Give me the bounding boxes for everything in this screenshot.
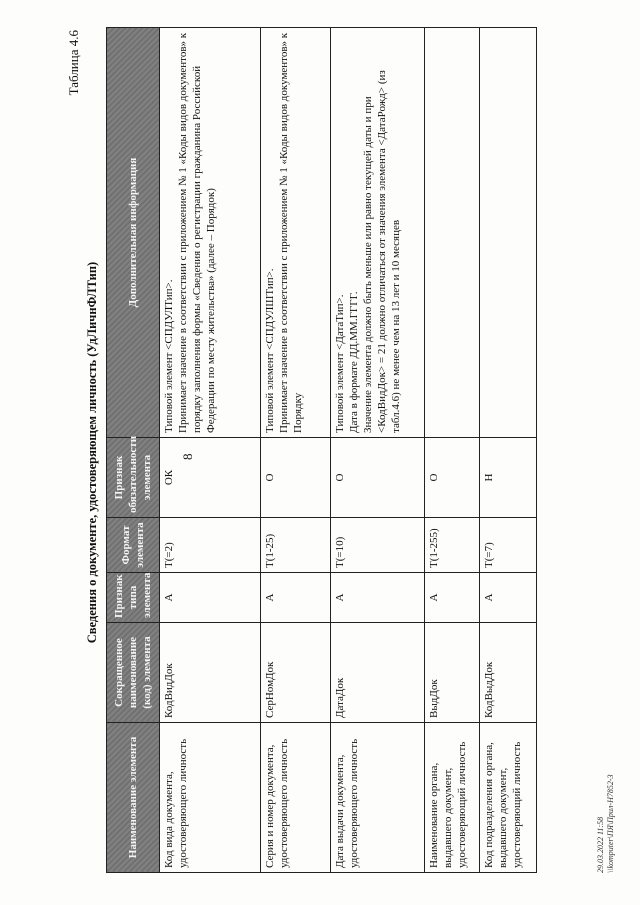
table-header-row: [107, 28, 160, 873]
cell-additional-info: Типовой элемент <СПДУЛШТип>. Принимает значение в соответствии с приложением № 1 «Коды видов документов» к Порядку: [261, 28, 331, 438]
table-title: Сведения о документе, удостоверяющем личность (УдЛичнФЛТип): [85, 261, 99, 644]
table-row: [480, 28, 537, 873]
cell-additional-info: Типовой элемент <ДатаТип>. Дата в формате ДД.ММ.ГГГГ. Значение элемента должно быть меньше или равно текущей даты и при <КодВидДок> = 21 должно отличаться от значения элемента <ДатаРожд> (из табл.4.6) не менее чем на 13 лет и 10 месяцев: [331, 28, 425, 438]
cell-element-name: Серия и номер документа, удостоверяющего личность: [261, 723, 331, 873]
cell-element-type: А: [331, 573, 425, 623]
cell-element-code: ВыдДок: [425, 623, 480, 723]
cell-element-code: ДатаДок: [331, 623, 425, 723]
cell-element-required: О: [261, 438, 331, 518]
cell-additional-info: Типовой элемент <СПДУЛТип>. Принимает значение в соответствии с приложением № 1 «Коды видов документов» к порядку заполнения формы «Сведения о регистрации гражданина Российской Федерации по месту жительства» (далее – Порядок): [160, 28, 261, 438]
elements-table: [106, 27, 537, 873]
cell-element-format: T(1-25): [261, 518, 331, 573]
table-row: [160, 28, 261, 873]
cell-element-format: T(=10): [331, 518, 425, 573]
cell-element-type: А: [261, 573, 331, 623]
signature-date: 29.03.2022 11:58: [596, 816, 605, 873]
table-row: [331, 28, 425, 873]
cell-element-format: T(=2): [160, 518, 261, 573]
header-element-type: Признак типа элемента: [107, 573, 160, 623]
table-label: Таблица 4.6: [66, 30, 81, 96]
cell-element-required: О: [331, 438, 425, 518]
header-element-name: Наименование элемента: [107, 723, 160, 873]
cell-element-code: СерНомДок: [261, 623, 331, 723]
table-row: [261, 28, 331, 873]
cell-additional-info: [425, 28, 480, 438]
cell-element-required: О: [425, 438, 480, 518]
cell-element-format: T(1-255): [425, 518, 480, 573]
cell-element-type: А: [160, 573, 261, 623]
table-row: [425, 28, 480, 873]
cell-additional-info: [480, 28, 537, 438]
cell-element-required: ОК: [160, 438, 261, 518]
signature-path: \\komputer\ПЯ\Прил-Н7852-3: [606, 774, 616, 873]
cell-element-name: Наименование органа, выдавшего документ, удостоверяющий личность: [425, 723, 480, 873]
cell-element-required: Н: [480, 438, 537, 518]
cell-element-type: А: [480, 573, 537, 623]
header-additional-info: Дополнительная информация: [107, 28, 160, 438]
cell-element-name: Код подразделения органа, выдавшего документ, удостоверяющий личность: [480, 723, 537, 873]
header-element-format: Формат элемента: [107, 518, 160, 573]
cell-element-name: Дата выдачи документа, удостоверяющего личность: [331, 723, 425, 873]
page-number: 8: [180, 453, 195, 460]
file-signature: [596, 774, 617, 873]
table-body: [160, 28, 537, 873]
cell-element-format: T(=7): [480, 518, 537, 573]
cell-element-code: КодВыдДок: [480, 623, 537, 723]
cell-element-type: А: [425, 573, 480, 623]
cell-element-name: Код вида документа, удостоверяющего личность: [160, 723, 261, 873]
header-element-required: Признак обязательности элемента: [107, 438, 160, 518]
cell-element-code: КодВидДок: [160, 623, 261, 723]
header-element-code: Сокращенное наименование (код) элемента: [107, 623, 160, 723]
